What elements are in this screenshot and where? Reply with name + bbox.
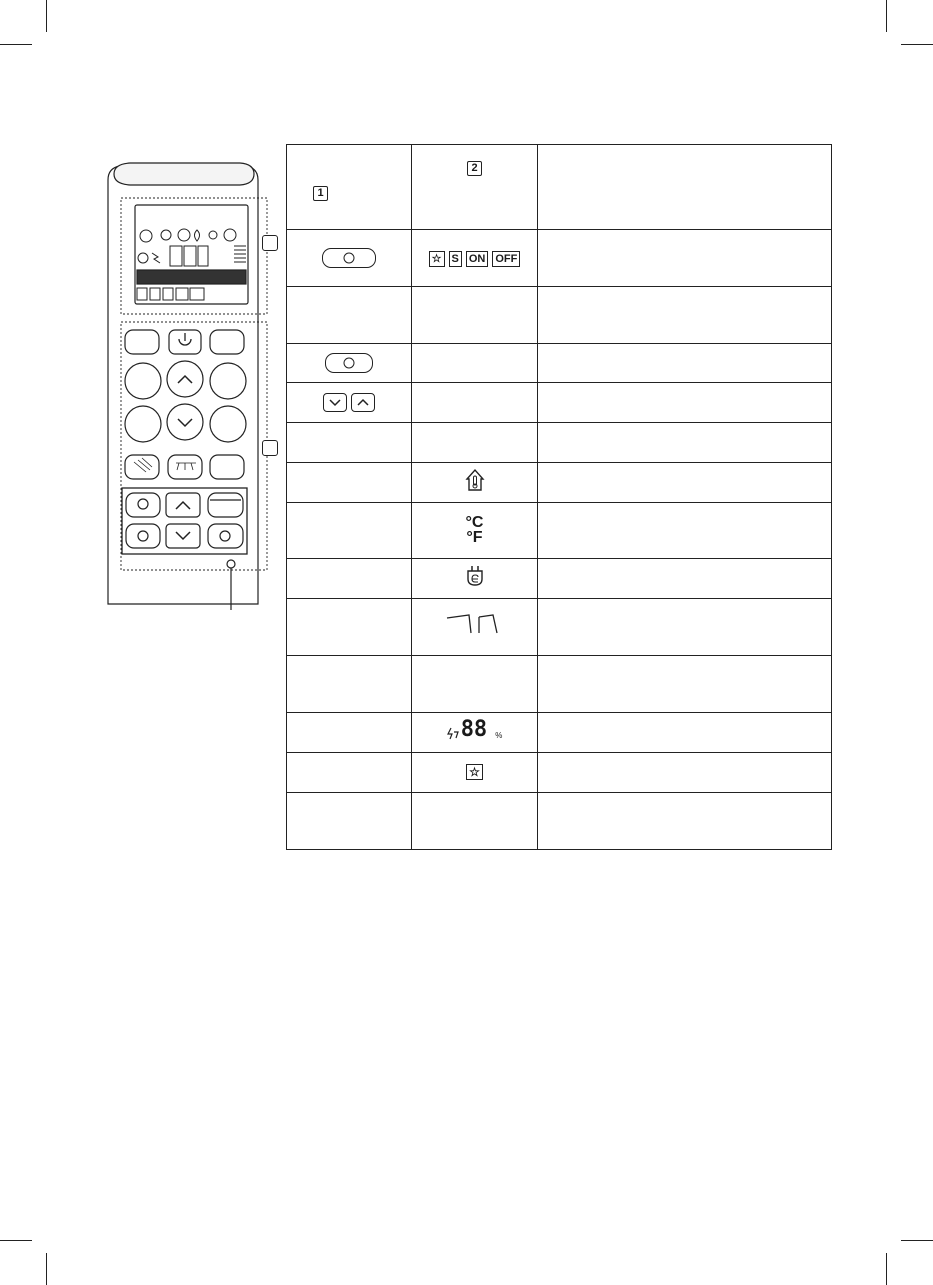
crop-mark — [46, 1253, 47, 1285]
chevron-up-icon — [176, 502, 190, 509]
display-area-outline — [121, 198, 267, 314]
table-cell — [538, 230, 832, 287]
swing-icon — [176, 463, 196, 470]
star-icon: ☆ — [466, 764, 483, 780]
table-cell — [287, 344, 412, 383]
table-cell — [412, 598, 538, 655]
lower-buttons — [126, 493, 243, 548]
display-callout-marker — [262, 235, 278, 251]
buttons-callout-marker — [262, 440, 278, 456]
remote-button — [126, 524, 160, 548]
table-row — [287, 287, 832, 344]
remote-button — [208, 524, 243, 548]
status-on-symbol: ON — [466, 251, 489, 267]
vane-swing-icon — [445, 613, 505, 635]
table-cell — [538, 752, 832, 792]
table-cell — [538, 792, 832, 849]
status-off-symbol: OFF — [492, 251, 520, 267]
table-row — [287, 344, 832, 383]
table-cell — [412, 423, 538, 463]
table-row — [287, 383, 832, 423]
power-icon — [179, 333, 191, 345]
alarm-clock-icon — [138, 531, 148, 541]
lcd-bottom-row — [137, 288, 204, 300]
column-1-marker: 1 — [313, 186, 328, 201]
chevron-down-icon — [178, 419, 192, 426]
table-row — [287, 463, 832, 503]
remote-button — [210, 455, 244, 479]
table-cell — [287, 383, 412, 423]
table-cell — [538, 598, 832, 655]
remote-button — [166, 493, 200, 517]
temp-down-button-illustration — [167, 404, 203, 440]
chevron-up-icon — [358, 400, 368, 405]
table-cell — [538, 503, 832, 558]
table-cell — [287, 503, 412, 558]
table-cell — [412, 558, 538, 598]
table-cell — [287, 287, 412, 344]
remote-button — [126, 493, 160, 517]
humidity-digits-icon — [447, 716, 503, 742]
table-cell — [412, 344, 538, 383]
remote-button — [208, 493, 243, 517]
down-button-symbol — [323, 393, 347, 412]
table-cell — [412, 503, 538, 558]
remote-buttons — [125, 330, 246, 479]
crop-mark — [886, 0, 887, 32]
table-cell — [538, 712, 832, 752]
header-cell-1 — [287, 145, 412, 230]
gear-icon — [138, 499, 148, 509]
table-row — [287, 230, 832, 287]
table-cell — [287, 558, 412, 598]
timer-button-symbol — [322, 248, 376, 268]
chevron-down-icon — [176, 532, 190, 539]
table-row — [287, 655, 832, 712]
remote-button — [125, 455, 159, 479]
lower-button-group — [122, 488, 247, 554]
crop-mark — [46, 0, 47, 32]
timer-button-symbol — [325, 353, 373, 373]
table-cell — [412, 712, 538, 752]
table-cell — [412, 383, 538, 423]
alarm-clock-icon — [344, 358, 354, 368]
table-cell — [287, 423, 412, 463]
legend-table — [286, 144, 832, 850]
remote-button — [210, 330, 244, 354]
table-cell — [412, 752, 538, 792]
vane-icon — [134, 458, 152, 472]
buttons-area-outline — [121, 322, 267, 570]
header-cell-3 — [538, 145, 832, 230]
chevron-up-icon — [178, 376, 192, 383]
temp-up-button-illustration — [167, 361, 203, 397]
star-icon: ☆ — [429, 251, 445, 267]
table-row — [287, 792, 832, 849]
percent-symbol: % — [495, 730, 503, 740]
table-row — [287, 598, 832, 655]
lcd-middle-row — [138, 246, 246, 266]
plug-energy-icon — [466, 565, 484, 587]
status-s-symbol: S — [449, 251, 462, 267]
remote-top-cap — [114, 163, 254, 185]
table-cell — [287, 752, 412, 792]
table-cell — [287, 655, 412, 712]
remote-button — [210, 406, 246, 442]
house-thermometer-icon — [465, 468, 485, 492]
remote-control-illustration — [100, 160, 280, 620]
remote-button — [166, 524, 200, 548]
table-cell — [538, 287, 832, 344]
header-cell-2 — [412, 145, 538, 230]
table-cell — [538, 383, 832, 423]
lcd-top-icons — [140, 229, 236, 242]
table-cell — [538, 655, 832, 712]
table-cell — [538, 463, 832, 503]
table-row — [287, 558, 832, 598]
table-cell — [412, 792, 538, 849]
table-cell — [287, 230, 412, 287]
celsius-symbol: °C — [465, 514, 484, 532]
alarm-clock-icon — [220, 531, 230, 541]
table-cell — [412, 230, 538, 287]
sensor-dot — [227, 560, 235, 568]
fahrenheit-symbol: °F — [466, 529, 483, 547]
table-row — [287, 503, 832, 558]
crop-mark — [901, 1240, 933, 1241]
humidity-digits: 88 — [460, 716, 488, 742]
crop-mark — [901, 44, 933, 45]
drop-lightning-icon — [447, 726, 459, 740]
crop-mark — [0, 1240, 32, 1241]
lcd-inverted-row — [137, 270, 246, 284]
table-row — [287, 423, 832, 463]
up-button-symbol — [351, 393, 375, 412]
table-cell — [412, 463, 538, 503]
table-cell — [412, 287, 538, 344]
table-cell — [287, 598, 412, 655]
table-cell — [287, 463, 412, 503]
remote-button — [125, 363, 161, 399]
remote-button — [210, 363, 246, 399]
table-row — [287, 712, 832, 752]
crop-mark — [0, 44, 32, 45]
table-cell — [538, 558, 832, 598]
table-cell — [287, 792, 412, 849]
table-row — [287, 752, 832, 792]
alarm-clock-icon — [344, 253, 354, 263]
table-cell — [538, 423, 832, 463]
remote-button — [125, 330, 159, 354]
table-cell — [287, 712, 412, 752]
crop-mark — [886, 1253, 887, 1285]
column-2-marker: 2 — [467, 161, 482, 176]
lcd-screen — [135, 205, 248, 304]
table-header-row — [287, 145, 832, 230]
table-cell — [412, 655, 538, 712]
chevron-down-icon — [330, 400, 340, 405]
table-cell — [538, 344, 832, 383]
remote-button — [125, 406, 161, 442]
